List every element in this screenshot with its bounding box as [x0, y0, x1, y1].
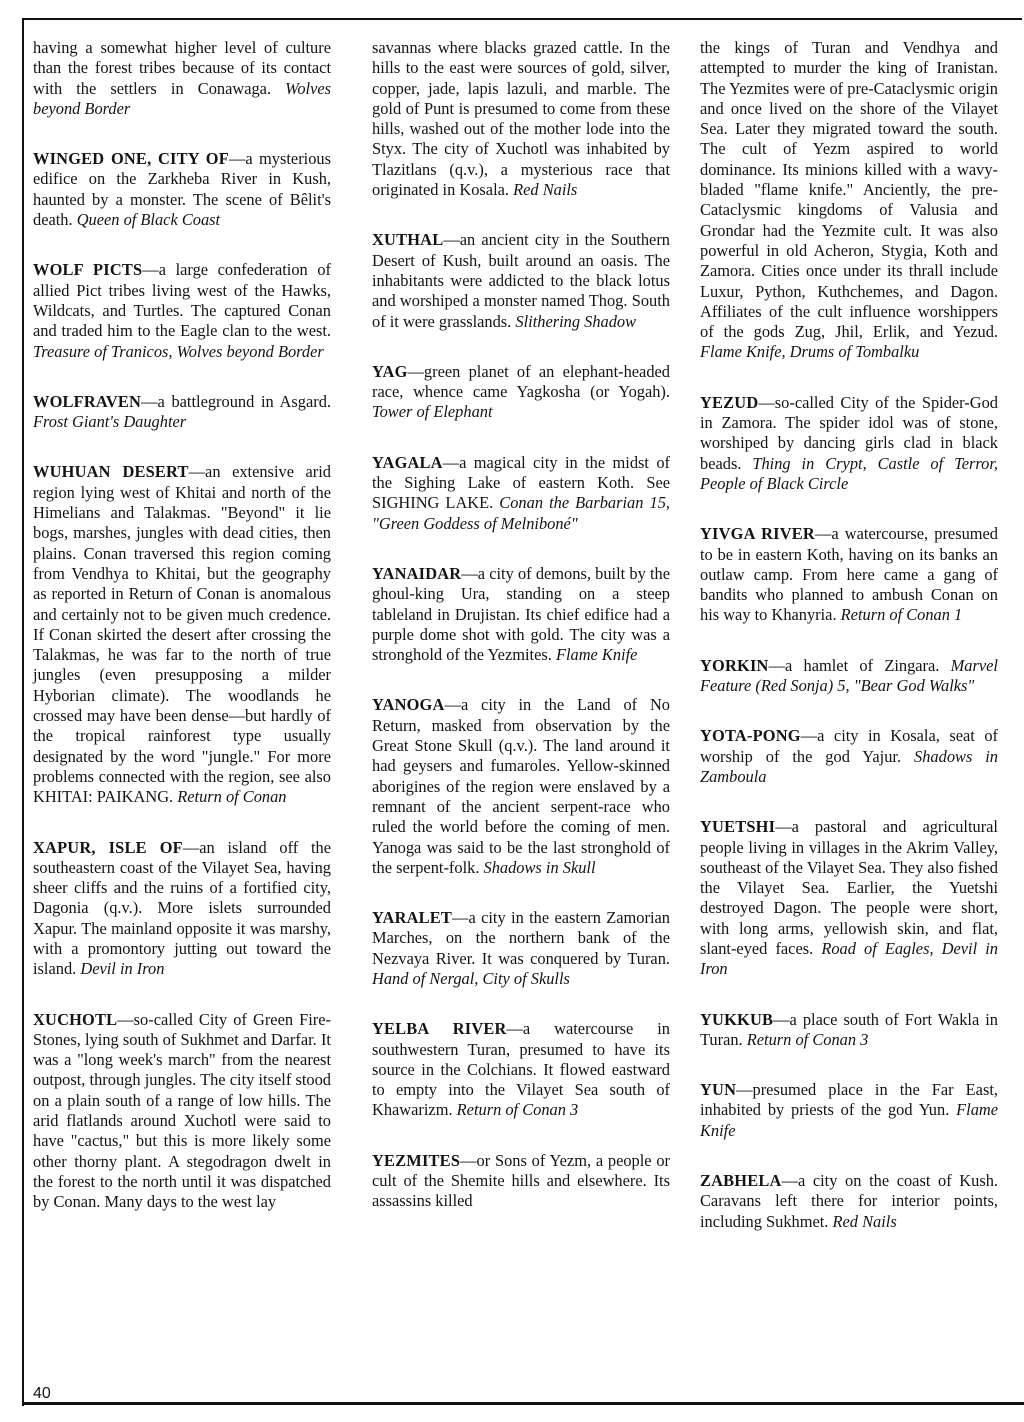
entry-source: Return of Conan 3: [746, 1029, 869, 1049]
entry-body: —so-called City of the Spider-God in Zamora. The spider idol was of stone, worshiped by dancing girls clad in black beads.: [700, 392, 998, 473]
entry-headword: YEZUD: [700, 392, 759, 412]
entry-body: —a hamlet of Zingara.: [768, 655, 951, 675]
entry-source: Shadows in Zamboula: [700, 746, 999, 786]
glossary-entry: [372, 1151, 670, 1212]
entry-body: —presumed place in the Far East, inhabited by priests of the god Yun.: [700, 1080, 998, 1120]
glossary-entry: [33, 392, 331, 433]
entry-body: —an island off the southeastern coast of the Vilayet Sea, having sheer cliffs and the ruins of a fortified city, Dagonia (q.v.). More islets surrounded Xapur. The mainland opposite it was marshy, with a promontory jutting out toward the island.: [33, 837, 331, 979]
entry-headword: YARALET: [372, 908, 453, 928]
glossary-entry: [372, 38, 670, 200]
entry-body: —a city in Kosala, seat of worship of the god Yajur.: [700, 726, 998, 766]
entry-body: —an ancient city in the Southern Desert of Kush, built around an oasis. The inhabitants were addicted to the black lotus and worshiped a monster named Thog. South of it were grasslands.: [372, 230, 670, 331]
entry-body: —a watercourse in southwestern Turan, presumed to have its source in the Colchians. It flowed eastward to empty into the Vilayet Sea south of Khawarizm.: [372, 1019, 670, 1120]
entry-source: Tower of Elephant: [372, 402, 493, 422]
entry-headword: WINGED ONE, CITY OF: [33, 149, 229, 169]
entry-body: —green planet of an elephant-headed race, whence came Yagkosha (or Yogah).: [372, 361, 670, 402]
entry-headword: WOLF PICTS: [33, 260, 143, 280]
entry-body: —a mysterious edifice on the Zarkheba River in Kush, haunted by a monster. The scene of Bêlit's death.: [33, 149, 331, 230]
entry-headword: YORKIN: [700, 655, 769, 675]
glossary-entry: [372, 908, 670, 989]
entry-source: Wolves beyond Border: [33, 78, 331, 118]
glossary-entry: [700, 1080, 998, 1141]
entry-body: the kings of Turan and Vendhya and attempted to murder the king of Iranistan. The Yezmites were of pre-Cataclysmic origin and once lived on the shore of the Vilayet Sea. Later they migrated toward the south. The cult of Yezm aspired to world dominance. Its minions killed with a wavy-bladed "flame knife." Anciently, the pre-Cataclysmic kingdoms of Valusia and Grondar had the Yezmite cult. It was also powerful in old Acheron, Stygia, Koth and Zamora. Cities once under its thrall include Luxur, Python, Kuthchemes, and Dagon. Affiliates of the cult influence worshippers of the gods Zug, Jhil, Erlik, and Yezud.: [700, 38, 998, 342]
glossary-entry: [33, 260, 331, 361]
glossary-entry: [372, 362, 670, 423]
glossary-entry: [700, 817, 998, 979]
entry-body: —a magical city in the midst of the Sighing Lake of eastern Koth. See SIGHING LAKE.: [372, 452, 670, 513]
glossary-entry: [33, 38, 331, 119]
entry-headword: ZABHELA: [700, 1171, 782, 1191]
entry-headword: WOLFRAVEN: [33, 391, 142, 411]
entry-headword: YELBA RIVER: [372, 1019, 507, 1039]
entry-body: —a city in the eastern Zamorian Marches, on the northern bank of the Nezvaya River. It was conquered by Turan.: [372, 908, 670, 968]
glossary-entry: [33, 149, 331, 230]
entry-body: —a city in the Land of No Return, masked from observation by the Great Stone Skull (q.v.). The land around it had geysers and fumaroles. Yellow-skinned aborigines of the region were enslaved by a remnant of the ancient serpent-race who ruled the world before the coming of men. Yanoga was said to be the last stronghold of the serpent-folk.: [372, 695, 670, 877]
column-3: [700, 38, 998, 1262]
entry-source: Thing in Crypt, Castle of Terror, People of Black Circle: [700, 453, 999, 493]
entry-source: Road of Eagles, Devil in Iron: [700, 938, 998, 979]
entry-body: savannas where blacks grazed cattle. In the hills to the east were sources of gold, silver, copper, jade, lapis lazuli, and marble. The gold of Punt is presumed to come from these hills, washed out of the mother lode into the Styx. The city of Xuchotl was inhabited by Tlazitlans (q.v.), a mysterious race that originated in Kosala.: [372, 38, 670, 200]
entry-headword: YIVGA RIVER: [700, 524, 815, 544]
entry-headword: XUCHOTL: [33, 1009, 118, 1029]
entry-body: —so-called City of Green Fire-Stones, lying south of Sukhmet and Darfar. It was a "long week's march" from the nearest outpost, through jungles. The city itself stood on a plain south of a range of low hills. The arid flatlands around Xuchotl were said to have "cactus," but this is more likely some other thorny plant. A stegodragon dwelt in the forest to the north until it was dispatched by Conan. Many days to the west lay: [33, 1009, 331, 1212]
entry-headword: YAGALA: [372, 452, 443, 472]
entry-headword: YAG: [372, 361, 408, 381]
glossary-entry: [372, 695, 670, 878]
column-1: [33, 38, 331, 1243]
glossary-entry: [700, 524, 998, 625]
glossary-entry: [700, 726, 998, 787]
entry-body: —a pastoral and agricultural people living in villages in the Akrim Valley, southeast of the Vilayet Sea. They also fished the Vilayet Sea. Earlier, the Yuetshi destroyed Dagon. The people were short, with long arms, yellowish skin, and flat, slant-eyed faces.: [700, 817, 998, 958]
entry-body: —an extensive arid region lying west of Khitai and north of the Himelians and Talakmas. "Beyond" it lie bogs, marshes, jungles with dead cities, then plains. Conan traversed this region coming from Vendhya to Khitai, but the geography as reported in Return of Conan is anomalous and certainly not to be given much credence. If Conan skirted the desert after crossing the Talakmas, he was far to the north of true jungles (even presupposing a milder Hyborian climate). The woodlands he crossed may have been dense—but hardly of the tropical rainforest type usually designated by the word "jungle." For more problems connected with the region, see also KHITAI: PAIKANG.: [33, 462, 331, 807]
entry-source: Devil in Iron: [80, 959, 165, 979]
entry-headword: WUHUAN DESERT: [33, 462, 189, 482]
entry-source: Flame Knife, Drums of Tombalku: [700, 342, 920, 362]
entry-headword: YOTA-PONG: [700, 726, 801, 746]
entry-headword: YANAIDAR: [372, 563, 462, 583]
entry-source: Marvel Feature (Red Sonja) 5, "Bear God Walks": [700, 655, 998, 696]
entry-body: —a city of demons, built by the ghoul-king Ura, standing on a steep tableland in Drujistan. Its chief edifice had a purple dome shot with gold. The city was a stronghold of the Yezmites.: [372, 563, 670, 665]
entry-source: Return of Conan 3: [456, 1100, 579, 1120]
glossary-entry: [700, 38, 998, 363]
entry-source: Conan the Barbarian 15, "Green Goddess of Melniboné": [372, 493, 670, 533]
bottom-rule: [22, 1402, 1024, 1405]
entry-body: —a battleground in Asgard.: [141, 391, 331, 411]
entry-source: Frost Giant's Daughter: [33, 412, 187, 432]
entry-body: having a somewhat higher level of culture than the forest tribes because of its contact with the settlers in Conawaga.: [33, 38, 331, 98]
entry-body: —a city on the coast of Kush. Caravans left there for interior points, including Sukhmet.: [700, 1171, 998, 1231]
entry-body: —or Sons of Yezm, a people or cult of the Shemite hills and elsewhere. Its assassins killed: [372, 1150, 670, 1211]
entry-source: Red Nails: [513, 180, 578, 200]
glossary-entry: [700, 1171, 998, 1232]
entry-source: Return of Conan: [177, 787, 287, 807]
glossary-entry: [33, 1010, 331, 1213]
entry-source: Flame Knife: [555, 645, 638, 665]
glossary-entry: [33, 838, 331, 980]
glossary-entry: [372, 564, 670, 665]
entry-source: Hand of Nergal, City of Skulls: [372, 968, 570, 988]
entry-headword: XUTHAL: [372, 230, 444, 250]
entry-headword: YUN: [700, 1080, 737, 1100]
glossary-entry: [700, 393, 998, 494]
page-number: 40: [33, 1385, 51, 1402]
entry-body: —a place south of Fort Wakla in Turan.: [700, 1009, 998, 1049]
glossary-entry: [700, 1010, 998, 1051]
glossary-entry: [372, 1019, 670, 1120]
entry-source: Slithering Shadow: [515, 311, 637, 331]
entry-headword: YUETSHI: [700, 817, 776, 837]
entry-headword: YANOGA: [372, 695, 445, 715]
entry-body: —a watercourse, presumed to be in eastern Koth, having on its banks an outlaw camp. From here came a gang of bandits who planned to ambush Conan on his way to Khanyria.: [700, 524, 998, 625]
entry-headword: XAPUR, ISLE OF: [33, 837, 183, 857]
entry-headword: YEZMITES: [372, 1150, 461, 1170]
column-2: [372, 38, 670, 1242]
entry-source: Shadows in Skull: [483, 857, 596, 877]
glossary-entry: [700, 656, 998, 697]
entry-source: Flame Knife: [700, 1100, 998, 1140]
glossary-entry: [372, 230, 670, 331]
glossary-entry: [372, 453, 670, 534]
entry-source: Return of Conan 1: [840, 605, 963, 625]
glossary-entry: [33, 462, 331, 807]
entry-body: —a large confederation of allied Pict tribes living west of the Hawks, Wildcats, and Turtles. The captured Conan and traded him to the Eagle clan to the west.: [33, 260, 331, 341]
entry-source: Queen of Black Coast: [76, 210, 221, 230]
entry-source: Treasure of Tranicos, Wolves beyond Border: [33, 341, 324, 361]
entry-headword: YUKKUB: [700, 1009, 774, 1029]
entry-source: Red Nails: [832, 1211, 897, 1231]
